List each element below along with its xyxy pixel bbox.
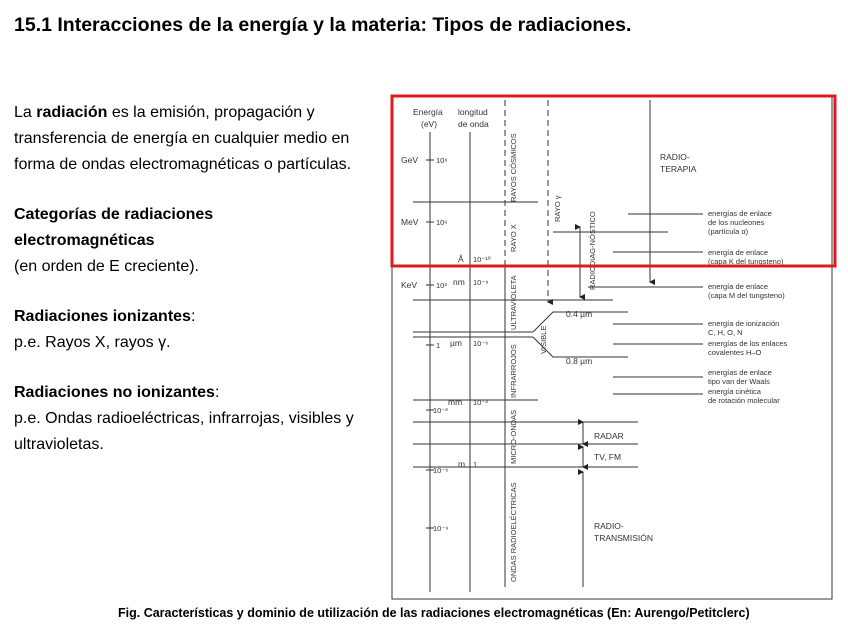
figure-caption: Fig. Características y dominio de utilización de las radiaciones electromagnéticas (En: Aurengo/Petitclerc) <box>118 606 750 620</box>
e-pow-0: 1 <box>436 341 441 350</box>
nonionizing-heading: Radiaciones no ionizantes <box>14 384 215 401</box>
e-pow-m3: 10⁻³ <box>433 406 448 415</box>
w-pow-m6: 10⁻⁶ <box>473 339 489 348</box>
e-pow-9: 10⁹ <box>436 156 448 165</box>
radar-label: RADAR <box>594 431 624 441</box>
definition-term: radiación <box>36 104 108 121</box>
energy-header-1: Energía <box>413 107 443 117</box>
e-pow-3: 10³ <box>436 281 447 290</box>
gamma-label: RAYO γ <box>553 195 562 222</box>
nonionizing-examples: p.e. Ondas radioeléctricas, infrarrojas, visibles y ultravioletas. <box>14 410 354 453</box>
ann-5-a: energías de los enlaces <box>708 339 788 348</box>
wave-header-2: de onda <box>458 119 489 129</box>
radiotherapy-label-1: RADIO- <box>660 152 690 162</box>
unit-mev: MeV <box>401 217 419 227</box>
radiotrans-label-2: TRANSMISIÓN <box>594 533 654 543</box>
radiotrans-label-1: RADIO- <box>594 521 624 531</box>
unit-angstrom: Å <box>458 254 464 264</box>
unit-gev: GeV <box>401 155 419 165</box>
wave-header-1: longitud <box>458 107 488 117</box>
unit-nm: nm <box>453 277 465 287</box>
ionizing-paragraph <box>14 304 374 356</box>
w-pow-m3: 10⁻³ <box>473 398 488 407</box>
ann-3-a: energía de enlace <box>708 282 769 291</box>
categories-paragraph <box>14 202 374 280</box>
nonionizing-colon: : <box>214 384 220 401</box>
ann-7-b: de rotación molecular <box>708 396 780 405</box>
w-pow-m9: 10⁻⁹ <box>473 278 489 287</box>
unit-kev: KeV <box>401 280 418 290</box>
ionizing-heading: Radiaciones ionizantes <box>14 308 191 325</box>
ionizing-examples: p.e. Rayos X, rayos γ. <box>14 334 171 351</box>
categories-heading-2: electromagnéticas <box>14 232 155 249</box>
ann-2-a: energía de enlace <box>708 248 769 257</box>
definition-paragraph <box>14 100 374 178</box>
radiotherapy-label-2: TERAPIA <box>660 164 697 174</box>
ionizing-colon: : <box>190 308 196 325</box>
ann-4-b: C, H, O, N <box>708 328 743 337</box>
band-radio: ONDAS RADIOELÉCTRICAS <box>509 482 518 582</box>
ann-7-a: energía cinética <box>708 387 761 396</box>
spectrum-diagram <box>388 92 838 602</box>
e-pow-m9: 10⁻⁹ <box>433 524 449 533</box>
radiodiag-label: RADIODIAG-NÓSTICO <box>588 211 597 290</box>
band-uv: ULTRAVIOLETA <box>509 275 518 330</box>
band-xray: RAYO X <box>509 224 518 252</box>
categories-sub: (en orden de E creciente). <box>14 258 199 275</box>
definition-body: es la emisión, propagación y transferencia de energía en cualquier medio en forma de ondas electromagnéticas o partículas. <box>14 104 352 173</box>
ann-3-b: (capa M del tungsteno) <box>708 291 785 300</box>
categories-heading-1: Categorías de radiaciones <box>14 206 214 223</box>
e-pow-6: 10⁶ <box>436 218 448 227</box>
w-pow-0: 1 <box>473 460 478 469</box>
ann-1-b: de los nucleones <box>708 218 765 227</box>
ann-1-c: (partícula α) <box>708 227 749 236</box>
ann-1-a: energías de enlace <box>708 209 772 218</box>
unit-m: m <box>458 459 466 469</box>
w-pow-m10: 10⁻¹⁰ <box>473 255 491 264</box>
band-cosmic: RAYOS CÓSMICOS <box>509 133 518 202</box>
tvfm-label: TV, FM <box>594 452 622 462</box>
visible-min: 0.4 µm <box>566 309 593 319</box>
ann-4-a: energía de ionización <box>708 319 780 328</box>
page-title: 15.1 Interacciones de la energía y la materia: Tipos de radiaciones. <box>14 14 632 36</box>
e-pow-m6: 10⁻⁶ <box>433 466 449 475</box>
ann-6-a: energías de enlace <box>708 368 772 377</box>
energy-header-2: (eV) <box>421 119 438 129</box>
ann-5-b: covalentes H–O <box>708 348 762 357</box>
ann-2-b: (capa K del tungsteno) <box>708 257 784 266</box>
visible-max: 0.8 µm <box>566 356 593 366</box>
band-infrared: INFRARROJOS <box>509 344 518 398</box>
ann-6-b: tipo van der Waals <box>708 377 770 386</box>
band-microwave: MICRO-ONDAS <box>509 409 518 464</box>
nonionizing-paragraph <box>14 380 374 458</box>
band-visible: VISIBLE <box>539 325 548 354</box>
unit-mm: mm <box>448 397 463 407</box>
unit-um: µm <box>450 338 462 348</box>
definition-pre: La <box>14 104 37 121</box>
text-panel <box>14 100 374 482</box>
